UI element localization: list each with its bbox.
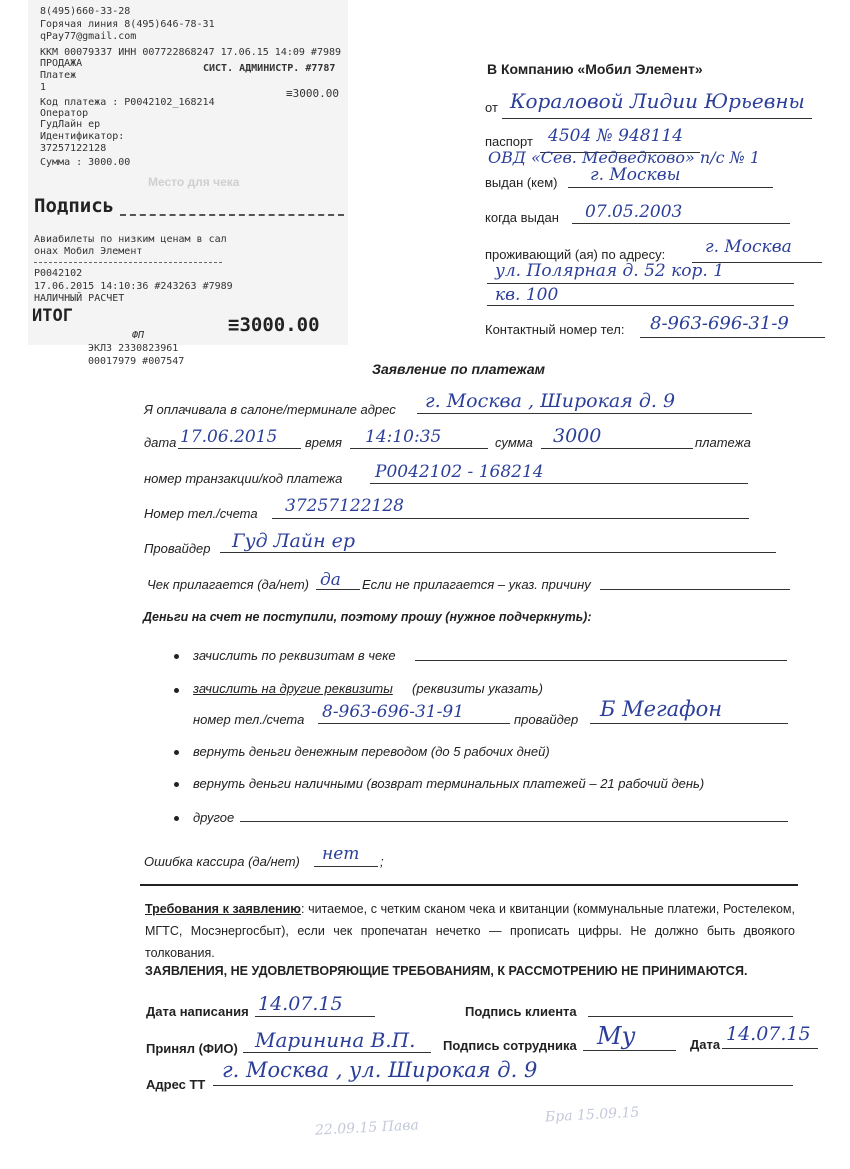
receipt-line: 8(495)660-33-28	[40, 6, 131, 17]
issued-label: выдан (кем)	[485, 175, 558, 190]
issued-value[interactable]: г. Москвы	[590, 165, 681, 185]
opt2-phone-value[interactable]: 8-963-696-31-91	[322, 702, 464, 722]
bullet	[174, 816, 179, 821]
accepted-label: Принял (ФИО)	[146, 1041, 238, 1056]
receipt-line: ПРОДАЖА	[40, 58, 83, 69]
issued-extra[interactable]: ОВД «Сев. Медведково» п/с № 1	[488, 148, 761, 167]
receipt-line: Оператор	[40, 108, 89, 119]
check-reason-line	[600, 589, 790, 590]
bullet	[174, 782, 179, 787]
cashier-value[interactable]: нет	[322, 844, 360, 864]
money-heading: Деньги на счет не поступили, поэтому прошу (нужное подчеркнуть):	[143, 610, 592, 624]
faint-note-right: Бра 15.09.15	[544, 1104, 640, 1126]
txn-value[interactable]: Р0042102 - 168214	[375, 462, 544, 482]
staff-sign-label: Подпись сотрудника	[443, 1038, 577, 1053]
receipt-airline: онах Мобил Элемент	[34, 246, 143, 257]
option-other-details[interactable]: зачислить на другие реквизиты	[193, 681, 393, 696]
receipt-line: ККМ 00079337 ИНН 007722868247 17.06.15 14:09 #7989	[40, 47, 342, 58]
receipt-line: Код платежа : Р0042102_168214	[40, 97, 215, 108]
provider-label: Провайдер	[144, 541, 211, 556]
tt-address-label: Адрес ТТ	[146, 1077, 206, 1092]
time-value[interactable]: 14:10:35	[365, 427, 442, 447]
receipt-line: Горячая линия 8(495)646-78-31	[40, 19, 215, 30]
receipt-line: Идентификатор:	[40, 131, 125, 142]
requirements-warning: ЗАЯВЛЕНИЯ, НЕ УДОВЛЕТВОРЯЮЩИЕ ТРЕБОВАНИЯМ, К РАССМОТРЕНИЮ НЕ ПРИНИМАЮТСЯ.	[145, 964, 748, 978]
address-line2-value[interactable]: ул. Полярная д. 52 кор. 1	[495, 261, 725, 281]
receipt-signature-label: Подпись	[34, 195, 115, 217]
footer-date-value[interactable]: 14.07.15	[726, 1023, 811, 1045]
receipt-payment-type: НАЛИЧНЫЙ РАСЧЕТ	[34, 293, 125, 304]
bullet	[174, 654, 179, 659]
section-divider	[140, 884, 798, 886]
address-line3-value[interactable]: кв. 100	[495, 285, 559, 305]
requirements-text	[145, 898, 795, 964]
cashier-semicolon: ;	[380, 854, 384, 869]
form-title: Заявление по платежам	[372, 361, 546, 377]
requirements-lead: Требования к заявлению	[145, 902, 301, 916]
footer-date-label: Дата	[690, 1037, 721, 1052]
payment-word: платежа	[695, 435, 751, 450]
receipt-total-value: ≡3000.00	[228, 314, 320, 336]
receipt-line: ГудЛайн ер	[40, 119, 101, 130]
opt5-line	[240, 821, 788, 822]
cashier-line	[314, 866, 378, 867]
receipt-line: qPay77@gmail.com	[40, 31, 137, 42]
option-other[interactable]: другое	[193, 810, 235, 825]
receipt-amount: ≡3000.00	[286, 87, 339, 100]
date-line	[178, 448, 301, 449]
from-value[interactable]: Кораловой Лидии Юрьевны	[510, 89, 805, 113]
receipt-airline: Авиабилеты по низким ценам в сал	[34, 234, 227, 245]
recipient-company: В Компанию «Мобил Элемент»	[487, 61, 703, 77]
acc-value[interactable]: 37257122128	[285, 496, 404, 516]
option-refund-transfer[interactable]: вернуть деньги денежным переводом (до 5 рабочих дней)	[193, 744, 550, 759]
accepted-line	[243, 1052, 431, 1053]
passport-value[interactable]: 4504 № 948114	[548, 126, 684, 146]
faded-text: Место для чека	[148, 175, 240, 189]
address-label: проживающий (ая) по адресу:	[485, 247, 666, 262]
written-date-value[interactable]: 14.07.15	[258, 993, 343, 1015]
staff-signature[interactable]: Му	[597, 1022, 636, 1050]
cashier-label: Ошибка кассира (да/нет)	[144, 854, 300, 869]
receipt-code: Р0042102	[34, 268, 83, 279]
staff-sign-line	[583, 1050, 676, 1051]
receipt-line: Платеж	[40, 70, 77, 81]
accepted-value[interactable]: Маринина В.П.	[255, 1028, 416, 1052]
opt2-provider-value[interactable]: Б Мегафон	[600, 697, 723, 721]
when-line	[572, 223, 790, 224]
issued-line	[568, 187, 773, 188]
txn-label: номер транзакции/код платежа	[144, 471, 343, 486]
bullet	[174, 688, 179, 693]
address-line2	[487, 283, 794, 284]
sum-line	[541, 448, 693, 449]
client-sign-label: Подпись клиента	[465, 1004, 577, 1019]
provider-value[interactable]: Гуд Лайн ер	[232, 530, 356, 552]
txn-line	[370, 483, 748, 484]
opt2-phone-line	[318, 723, 510, 724]
address-line3	[487, 305, 794, 306]
receipt	[28, 0, 348, 345]
address-line1-value[interactable]: г. Москва	[705, 237, 792, 257]
bullet	[174, 750, 179, 755]
client-sign-line	[588, 1016, 793, 1017]
receipt-total-label: ИТОГ	[32, 306, 73, 326]
from-line	[502, 118, 812, 119]
opt2-phone-label: номер тел./счета	[193, 712, 305, 727]
phone-value[interactable]: 8-963-696-31-9	[650, 313, 789, 334]
sum-value[interactable]: 3000	[553, 425, 602, 447]
when-value[interactable]: 07.05.2003	[585, 202, 683, 222]
check-reason: Если не прилагается – указ. причину	[362, 577, 591, 592]
time-label: время	[305, 435, 342, 450]
tt-address-line	[213, 1085, 793, 1086]
receipt-line: Сумма : 3000.00	[40, 157, 131, 168]
phone-line	[640, 337, 825, 338]
date-value[interactable]: 17.06.2015	[180, 427, 278, 447]
written-date-label: Дата написания	[146, 1004, 249, 1019]
check-value[interactable]: да	[320, 570, 341, 590]
date-label: дата	[144, 435, 177, 450]
sum-label: сумма	[495, 435, 533, 450]
passport-label: паспорт	[485, 134, 533, 149]
tt-address-value[interactable]: г. Москва , ул. Широкая д. 9	[222, 1058, 538, 1082]
provider-line	[220, 552, 776, 553]
requirements-body: : читаемое, с четким сканом чека и квитанции (коммунальные платежи, Ростелеком, МГТС, Мосэнергосбыт), если чек пропечатан нечетко — прописать цифры. Не должно быть двоякого толкования.	[145, 902, 795, 960]
written-date-line	[255, 1016, 375, 1017]
faint-note-left: 22.09.15 Пава	[314, 1117, 420, 1139]
opt1-line	[415, 660, 787, 661]
receipt-eklz2: 00017979 #007547	[88, 356, 185, 367]
paid-label: Я оплачивала в салоне/терминале адрес	[144, 402, 396, 417]
opt2-provider-label: провайдер	[514, 712, 579, 727]
option-details-in-check[interactable]: зачислить по реквизитам в чеке	[193, 648, 396, 663]
receipt-divider	[34, 262, 222, 263]
when-label: когда выдан	[485, 210, 559, 225]
receipt-line: 37257122128	[40, 143, 107, 154]
receipt-timestamp: 17.06.2015 14:10:36 #243263 #7989	[34, 281, 233, 292]
paid-line	[417, 413, 752, 414]
receipt-signature-line	[120, 214, 344, 216]
phone-label: Контактный номер тел:	[485, 322, 625, 337]
receipt-line: 1	[40, 82, 47, 93]
option-other-details-suffix: (реквизиты указать)	[412, 681, 543, 696]
receipt-fp: ФП	[132, 330, 145, 341]
acc-line	[272, 518, 749, 519]
time-line	[350, 448, 488, 449]
option-refund-cash[interactable]: вернуть деньги наличными (возврат терминальных платежей – 21 рабочий день)	[193, 776, 705, 791]
opt2-provider-line	[590, 723, 788, 724]
acc-label: Номер тел./счета	[144, 506, 258, 521]
footer-date-line	[722, 1048, 818, 1049]
check-label: Чек прилагается (да/нет)	[147, 577, 309, 592]
from-label: от	[485, 100, 498, 115]
receipt-eklz: ЭКЛЗ 2330823961	[88, 343, 179, 354]
receipt-admin: СИСТ. АДМИНИСТР. #7787	[203, 63, 336, 74]
paid-value[interactable]: г. Москва , Широкая д. 9	[425, 390, 676, 412]
